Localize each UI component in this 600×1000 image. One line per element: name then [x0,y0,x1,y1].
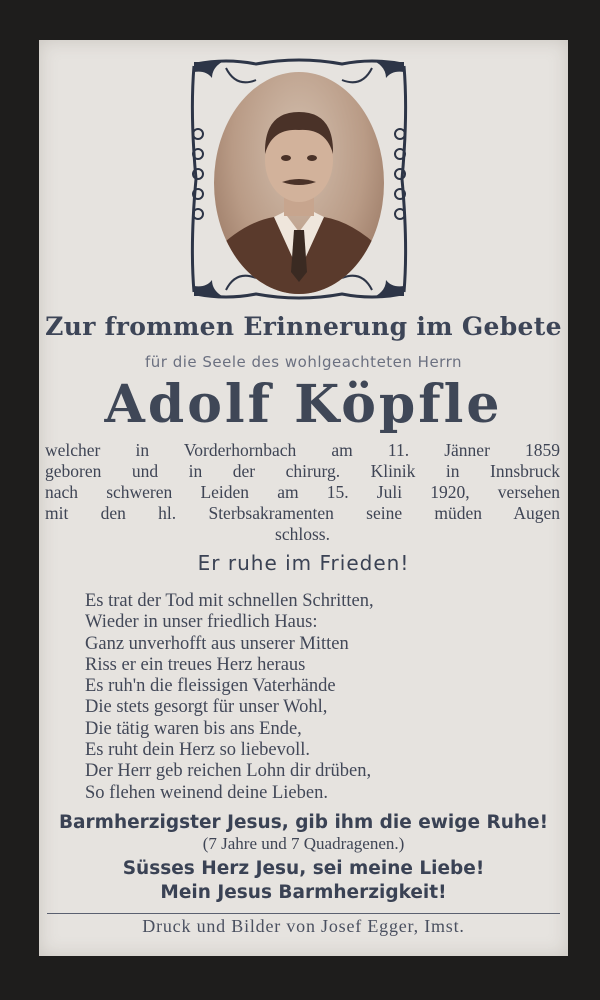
indulgence-note: (7 Jahre und 7 Quadragenen.) [202,834,405,853]
poem-line: Ganz unverhofft aus unserer Mitten [85,633,349,654]
biography-line: welcher in Vorderhornbach am 11. Jänner 1859 [45,440,560,460]
biography-paragraph [45,440,560,545]
portrait-block [186,54,412,304]
memorial-subheading: für die Seele des wohlgeachteten Herrn [144,353,462,371]
memorial-heading: Zur frommen Erinnerung im Gebete [45,312,562,341]
printer-credit: Druck und Bilder von Josef Egger, Imst. [142,916,465,936]
poem-line: Der Herr geb reichen Lohn dir drüben, [85,761,372,782]
biography-line: schloss. [275,524,330,544]
poem-line: Die tätig waren bis ans Ende, [85,718,302,739]
biography-line: mit den hl. Sterbsakramenten seine müden Augen [45,503,560,523]
deceased-name: Adolf Köpfle [104,374,503,435]
memorial-card [39,40,568,956]
biography-line: nach schweren Leiden am 15. Juli 1920, versehen [45,482,560,502]
memorial-poem [85,591,555,804]
poem-line: Wieder in unser friedlich Haus: [85,612,318,633]
prayer-sacred-heart: Süsses Herz Jesu, sei meine Liebe! [122,858,485,879]
poem-line: So flehen weinend deine Lieben. [85,782,328,803]
poem-line: Es ruh'n die fleissigen Vaterhände [85,676,336,697]
prayer-mercy: Mein Jesus Barmherzigkeit! [160,882,447,903]
prayer-eternal-rest: Barmherzigster Jesus, gib ihm die ewige Ruhe! [58,812,549,833]
poem-line: Es trat der Tod mit schnellen Schritten, [85,591,374,611]
biography-line: geboren und in der chirurg. Klinik in Innsbruck [45,461,560,481]
divider [47,913,560,914]
poem-line: Riss er ein treues Herz heraus [85,654,306,675]
poem-line: Es ruht dein Herz so liebevoll. [85,740,311,761]
rest-in-peace: Er ruhe im Frieden! [197,551,410,575]
poem-line: Die stets gesorgt für unser Wohl, [85,697,328,718]
portrait-photo [214,72,384,294]
